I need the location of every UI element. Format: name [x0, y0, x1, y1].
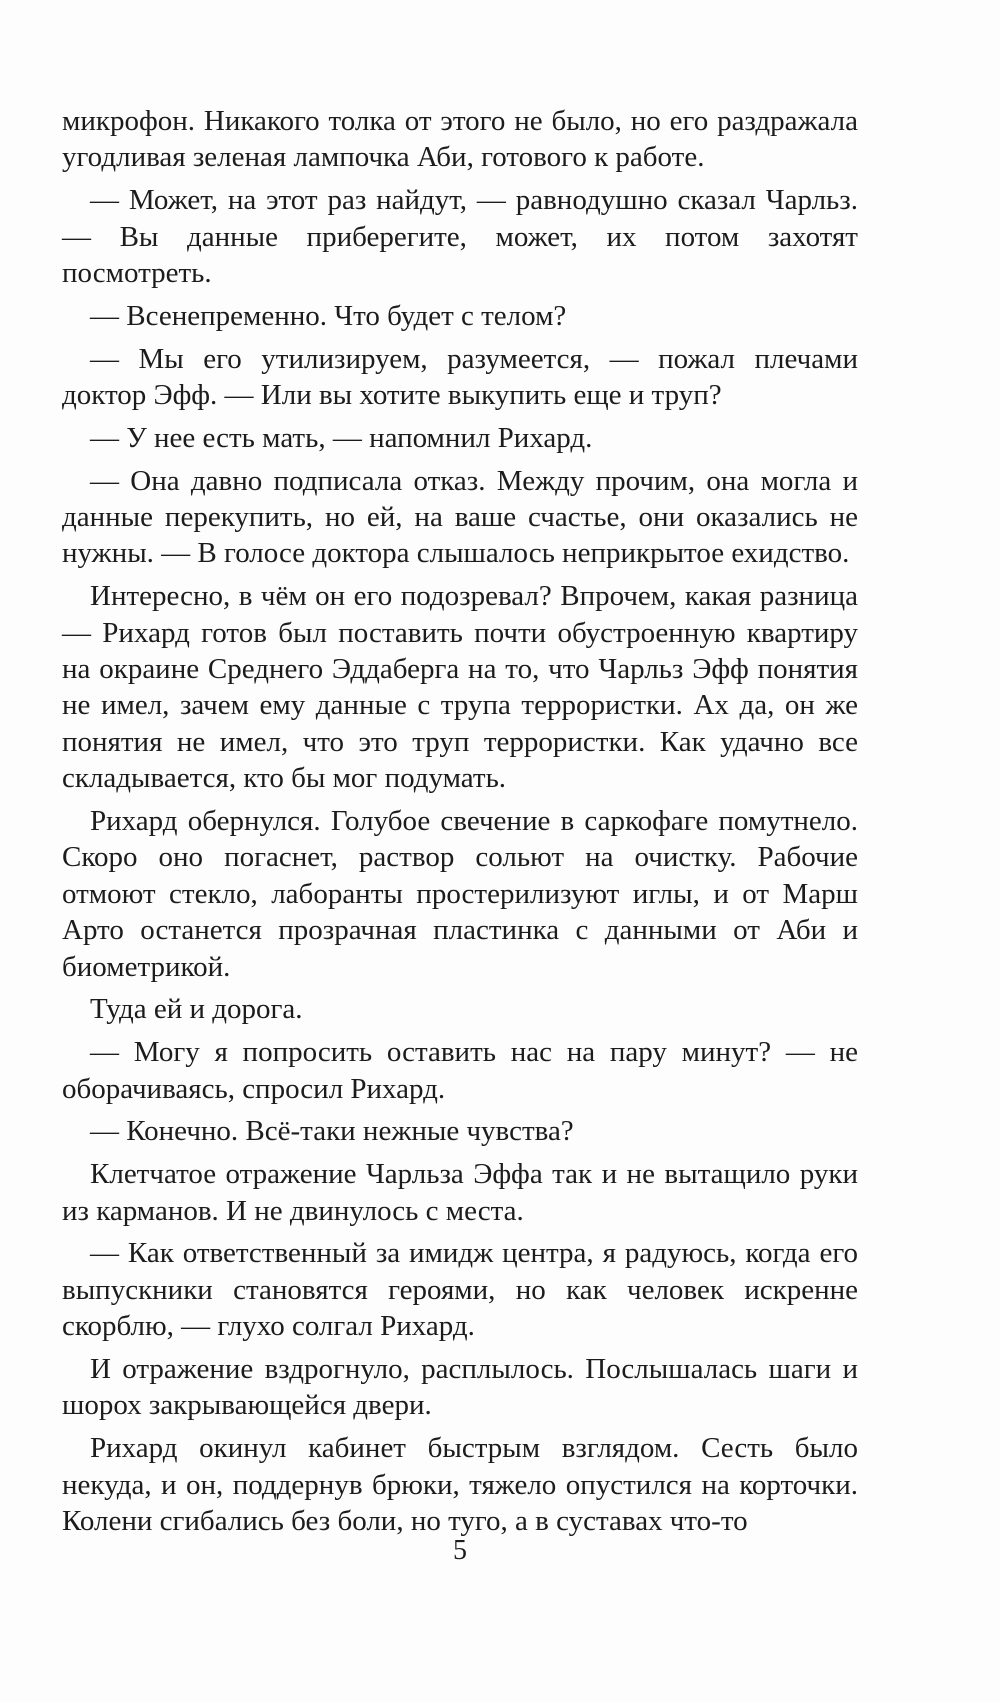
paragraph: микрофон. Никакого толка от этого не было, но его раздражала угодливая зеленая лампочка Аби, готового к работе. [62, 105, 858, 174]
paragraph: Рихард окинул кабинет быстрым взглядом. Сесть было некуда, и он, поддернув брюки, тяжело опустился на корточки. Колени сгибались без боли, но туго, а в суставах что-то [62, 1432, 858, 1538]
paragraph: И отражение вздрогнуло, расплылось. Послышалась шаги и шорох закрывающейся двери. [62, 1353, 858, 1422]
paragraph: — Могу я попросить оставить нас на пару минут? — не оборачиваясь, спросил Рихард. [62, 1036, 858, 1105]
page-number: 5 [453, 1535, 467, 1566]
paragraph: Туда ей и дорога. [90, 993, 303, 1026]
paragraph: — Конечно. Всё-таки нежные чувства? [90, 1115, 574, 1148]
paragraph: — Всенепременно. Что будет с телом? [90, 299, 567, 332]
paragraph: Клетчатое отражение Чарльза Эффа так и не вытащило руки из карманов. И не двинулось с места. [62, 1158, 858, 1227]
body-text [62, 103, 858, 1546]
paragraph: — Может, на этот раз найдут, — равнодушно сказал Чарльз. — Вы данные приберегите, может, их потом захотят посмотреть. [62, 184, 858, 290]
paragraph: — Она давно подписала отказ. Между прочим, она могла и данные перекупить, но ей, на ваше счастье, они оказались не нужны. — В голосе доктора слышалось неприкрытое ехидство. [62, 464, 858, 570]
paragraph: — Мы его утилизируем, разумеется, — пожал плечами доктор Эфф. — Или вы хотите выкупить еще и труп? [62, 342, 858, 412]
paragraph: Рихард обернулся. Голубое свечение в саркофаге помутнело. Скоро оно погаснет, раствор сольют на очистку. Рабочие отмоют стекло, лаборанты простерилизуют иглы, и от Марш Арто останется прозрачная пластинка с данными от Аби и биометрикой. [62, 805, 858, 983]
paragraph: — Как ответственный за имидж центра, я радуюсь, когда его выпускники становятся героями, но как человек искренне скорблю, — глухо солгал Рихард. [62, 1237, 858, 1343]
paragraph: — У нее есть мать, — напомнил Рихард. [90, 421, 593, 454]
paragraph: Интересно, в чём он его подозревал? Впрочем, какая разница — Рихард готов был поставить почти обустроенную квартиру на окраине Среднего Эддаберга на то, что Чарльз Эфф понятия не имел, зачем ему данные с трупа террористки. Ах да, он же понятия не имел, что это труп террористки. Как удачно все складывается, кто бы мог подумать. [62, 580, 858, 795]
